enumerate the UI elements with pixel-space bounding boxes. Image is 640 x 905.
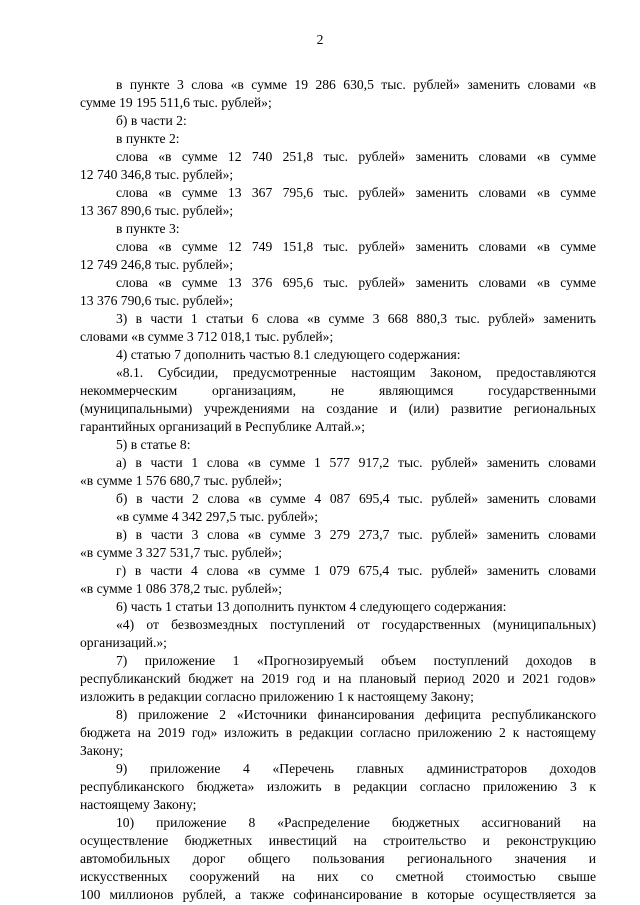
text-line: организаций.»;	[80, 635, 167, 650]
text-line: 10) приложение 8 «Распределение бюджетных ассигнований на	[116, 815, 596, 830]
text-line: 7) приложение 1 «Прогнозируемый объем поступлений доходов в	[116, 653, 596, 668]
text-line: в пункте 3:	[116, 221, 180, 236]
text-line: 6) часть 1 статьи 13 дополнить пунктом 4 следующего содержания:	[116, 599, 507, 614]
text-line: 3) в части 1 статьи 6 слова «в сумме 3 668 880,3 тыс. рублей» заменить	[116, 311, 596, 326]
text-line: слова «в сумме 13 367 795,6 тыс. рублей» заменить словами «в сумме	[116, 185, 596, 200]
text-line: настоящему Закону;	[80, 797, 197, 812]
page-number: 2	[316, 32, 324, 47]
text-line: в пункте 2:	[116, 131, 180, 146]
text-line: некоммерческим организациям, не являющимся государственными	[80, 383, 596, 398]
text-line: а) в части 1 слова «в сумме 1 577 917,2 тыс. рублей» заменить словами	[116, 455, 596, 470]
text-line: г) в части 4 слова «в сумме 1 079 675,4 тыс. рублей» заменить словами	[116, 563, 596, 578]
text-line: слова «в сумме 12 749 151,8 тыс. рублей» заменить словами «в сумме	[116, 239, 596, 254]
text-line: Закону;	[80, 743, 124, 758]
text-line: 12 749 246,8 тыс. рублей»;	[80, 257, 234, 272]
text-line: 13 376 790,6 тыс. рублей»;	[80, 293, 234, 308]
text-line: гарантийных организаций в Республике Алтай.»;	[80, 419, 366, 434]
text-line: осуществление бюджетных инвестиций на строительство и реконструкцию	[80, 833, 596, 848]
text-line: 8) приложение 2 «Источники финансирования дефицита республиканского	[116, 707, 596, 722]
text-line: республиканский бюджет на 2019 год и на плановый период 2020 и 2021 годов»	[80, 671, 596, 686]
text-line: слова «в сумме 13 376 695,6 тыс. рублей» заменить словами «в сумме	[116, 275, 596, 290]
text-line: (муниципальными) учреждениями на создание и (или) развитие региональных	[80, 401, 596, 416]
text-line: автомобильных дорог общего пользования регионального значения и	[80, 851, 596, 866]
text-line: «в сумме 1 086 378,2 тыс. рублей»;	[80, 581, 283, 596]
text-line: «в сумме 3 327 531,7 тыс. рублей»;	[80, 545, 283, 560]
text-line: слова «в сумме 12 740 251,8 тыс. рублей» заменить словами «в сумме	[116, 149, 596, 164]
text-line: 9) приложение 4 «Перечень главных администраторов доходов	[116, 761, 596, 776]
text-line: бюджета на 2019 год» изложить в редакции согласно приложению 2 к настоящему	[80, 725, 596, 740]
text-line: 100 миллионов рублей, а также софинансирование в которые осуществляется за	[80, 887, 596, 902]
text-line: б) в части 2 слова «в сумме 4 087 695,4 тыс. рублей» заменить словами	[116, 491, 596, 506]
text-line: сумме 19 195 511,6 тыс. рублей»;	[80, 95, 272, 110]
text-line: словами «в сумме 3 712 018,1 тыс. рублей»;	[80, 329, 334, 344]
text-line: изложить в редакции согласно приложению 1 к настоящему Закону;	[80, 689, 474, 704]
text-line: искусственных сооружений на них со сметной стоимостью свыше	[80, 869, 596, 884]
text-line: 13 367 890,6 тыс. рублей»;	[80, 203, 234, 218]
text-line: «в сумме 1 576 680,7 тыс. рублей»;	[80, 473, 283, 488]
text-line: «8.1. Субсидии, предусмотренные настоящим Законом, предоставляются	[116, 365, 596, 380]
text-line: 12 740 346,8 тыс. рублей»;	[80, 167, 234, 182]
text-line: 5) в статье 8:	[116, 437, 191, 452]
text-line: «в сумме 4 342 297,5 тыс. рублей»;	[116, 509, 319, 524]
text-line: в) в части 3 слова «в сумме 3 279 273,7 тыс. рублей» заменить словами	[116, 527, 596, 542]
text-line: «4) от безвозмездных поступлений от государственных (муниципальных)	[116, 617, 596, 632]
text-line: б) в части 2:	[116, 113, 187, 128]
document-body	[80, 76, 596, 904]
text-line: в пункте 3 слова «в сумме 19 286 630,5 тыс. рублей» заменить словами «в	[116, 77, 596, 92]
text-line: республиканского бюджета» изложить в редакции согласно приложению 3 к	[80, 779, 596, 794]
text-line: 4) статью 7 дополнить частью 8.1 следующего содержания:	[116, 347, 461, 362]
